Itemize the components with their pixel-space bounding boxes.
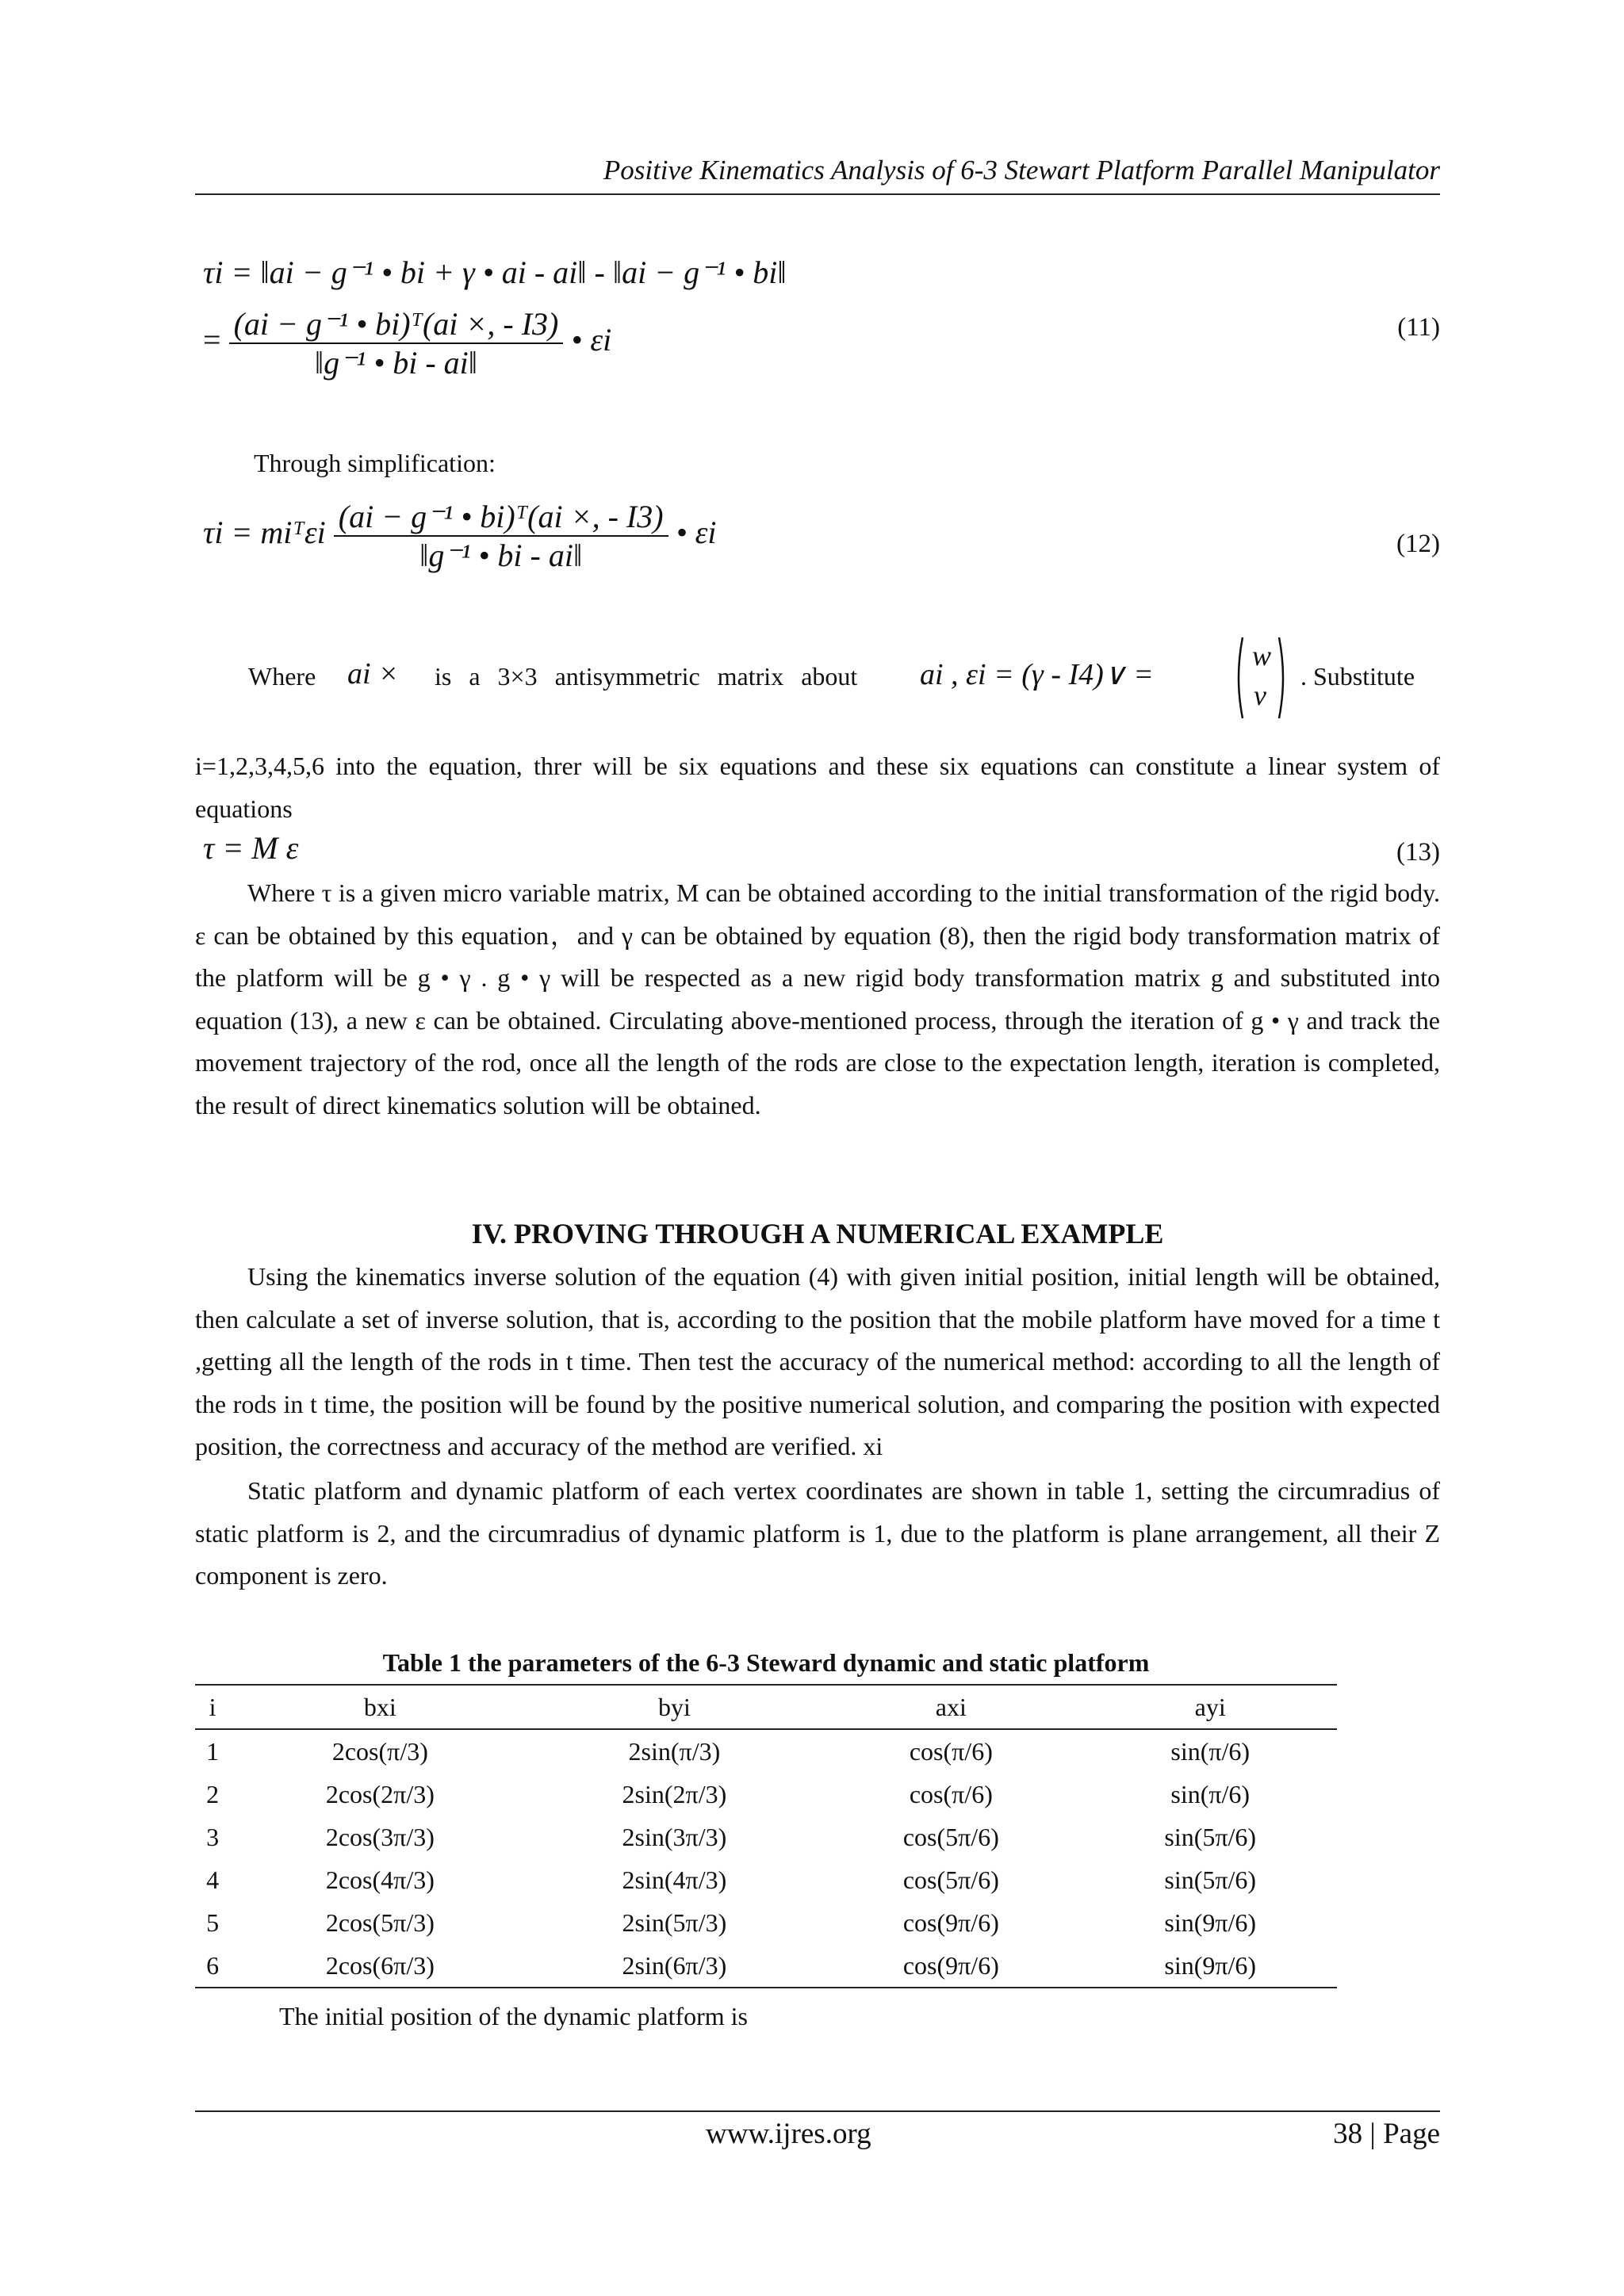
- equation-12-numerator: (ai − g⁻¹ • bi)ᵀ(ai ×, - I3): [338, 499, 664, 534]
- cell-ay: sin(π/6): [1170, 1736, 1251, 1766]
- footer-url: www.ijres.org: [706, 2118, 871, 2150]
- cell-by: 2sin(π/3): [628, 1736, 721, 1766]
- footer-rule: [195, 2110, 1440, 2112]
- header-ay: ayi: [1083, 1685, 1337, 1729]
- header-rule: [195, 193, 1440, 195]
- equation-12-denominator: ‖g⁻¹ • bi - ai‖: [334, 535, 668, 574]
- cell-ax: cos(π/6): [909, 1779, 993, 1808]
- equation-12-fraction: [334, 498, 668, 574]
- cell-by: 2sin(4π/3): [622, 1865, 727, 1894]
- cell-i: 5: [206, 1908, 220, 1937]
- section-heading: IV. PROVING THROUGH A NUMERICAL EXAMPLE: [471, 1218, 1164, 1249]
- table-row: [195, 1773, 1337, 1816]
- parameters-table: [195, 1684, 1337, 1988]
- table-row: [195, 1858, 1337, 1901]
- cell-by: 2sin(2π/3): [622, 1779, 727, 1808]
- table-row: [195, 1729, 1337, 1773]
- cell-i: 6: [195, 1944, 230, 1988]
- cell-ax: cos(5π/6): [902, 1865, 999, 1894]
- where-label: Where: [248, 662, 316, 691]
- paragraph-numerical-example: Using the kinematics inverse solution of the equation (4) with given initial position, initial length will be obtained, then calculate a set of inverse solution, that is, according to the position that the mobile platform have moved for a time t ,getting all the length of the rods in t time. Then test the accuracy of the numerical method: according to all the length of the rods in t time, the position will be found by the positive numerical solution, and comparing the position with expected position, the correctness and accuracy of the method are verified. xi: [195, 1262, 1440, 1460]
- cell-ay: sin(9π/6): [1083, 1944, 1337, 1988]
- header-i: i: [195, 1685, 230, 1729]
- header-bx: bxi: [230, 1685, 530, 1729]
- table-caption: Table 1 the parameters of the 6-3 Steward dynamic and static platform: [382, 1648, 1150, 1677]
- equation-11-number: (11): [1397, 313, 1440, 342]
- table-row: [195, 1944, 1337, 1988]
- paragraph-initial-position: The initial position of the dynamic platform is: [279, 2002, 748, 2030]
- equation-12-lhs: τi = miᵀεi: [203, 515, 326, 551]
- cell-by: 2sin(5π/3): [622, 1908, 727, 1937]
- equation-13: τ = M ε: [203, 830, 299, 866]
- equation-13-number: (13): [1396, 838, 1440, 867]
- header-by: byi: [530, 1685, 819, 1729]
- cell-ax: cos(9π/6): [902, 1908, 999, 1937]
- cell-bx: 2cos(4π/3): [325, 1865, 435, 1894]
- equation-11-numerator: (ai − g⁻¹ • bi)ᵀ(ai ×, - I3): [233, 306, 559, 342]
- simplification-text: Through simplification:: [254, 449, 496, 477]
- equation-12-number: (12): [1396, 530, 1440, 558]
- equation-12: [203, 498, 716, 574]
- cell-i: 3: [206, 1822, 220, 1851]
- paragraph-substitution: i=1,2,3,4,5,6 into the equation, threr will be six equations and these six equations can constitute a linear system of equations: [195, 752, 1440, 823]
- vector-w: w: [1252, 640, 1272, 672]
- cell-ax: cos(5π/6): [902, 1822, 999, 1851]
- cell-bx: 2cos(π/3): [331, 1736, 428, 1766]
- where-description: is a 3×3 antisymmetric matrix about: [435, 662, 858, 691]
- cell-i: 4: [206, 1865, 220, 1894]
- equation-11-tail: • εi: [571, 322, 612, 358]
- where-epsilon-def: ai , εi = (γ - I4)∨ =: [920, 658, 1154, 691]
- cell-bx: 2cos(2π/3): [325, 1779, 435, 1808]
- table-header-row: [195, 1685, 1337, 1729]
- running-header: Positive Kinematics Analysis of 6-3 Stewart Platform Parallel Manipulator: [603, 155, 1440, 186]
- paragraph-iteration: Where τ is a given micro variable matrix, M can be obtained according to the initial transformation of the rigid body. ε can be obtained by this equation，and γ can be obtained by equation (8), then the rigid body transformation matrix of the platform will be g • γ . g • γ will be respected as a new rigid body transformation matrix g and substituted into equation (13), a new ε can be obtained. Circulating above-mentioned process, through the iteration of g • γ and track the movement trajectory of the rod, once all the length of the rods are close to the expectation length, iteration is completed, the result of direct kinematics solution will be obtained.: [195, 878, 1441, 1119]
- cell-i: 2: [206, 1779, 220, 1808]
- cell-by: 2sin(6π/3): [530, 1944, 819, 1988]
- equation-11-line1: τi = ‖ai − g⁻¹ • bi + γ • ai - ai‖ - ‖ai − g⁻¹ • bi‖: [203, 254, 787, 290]
- header-ax: axi: [818, 1685, 1083, 1729]
- cell-ay: sin(5π/6): [1164, 1865, 1257, 1894]
- cell-bx: 2cos(3π/3): [325, 1822, 435, 1851]
- cell-bx: 2cos(5π/3): [325, 1908, 435, 1937]
- cell-ax: cos(π/6): [909, 1736, 993, 1766]
- table-row: [195, 1901, 1337, 1944]
- equation-12-tail: • εi: [676, 515, 717, 551]
- cell-ay: sin(5π/6): [1164, 1822, 1257, 1851]
- cell-ay: sin(9π/6): [1164, 1908, 1257, 1937]
- wv-column-vector: [1233, 634, 1289, 721]
- vector-v: v: [1254, 679, 1266, 711]
- where-substitute: . Substitute: [1300, 662, 1415, 691]
- equation-11-denominator: ‖g⁻¹ • bi - ai‖: [229, 342, 564, 381]
- equation-11-fraction-line: = $\frac{\text{(ai − g⁻¹ • bi)ᵀ(ai ×, - I3)}}{\text{‖g⁻¹ • bi - ai‖}}$ • εi: [203, 306, 612, 381]
- cell-bx: 2cos(6π/3): [230, 1944, 530, 1988]
- where-ai-cross: ai ×: [347, 657, 399, 691]
- cell-by: 2sin(3π/3): [622, 1822, 727, 1851]
- paragraph-vertex-coordinates: Static platform and dynamic platform of each vertex coordinates are shown in table 1, setting the circumradius of static platform is 2, and the circumradius of dynamic platform is 1, due to the platform is plane arrangement, all their Z component is zero.: [195, 1476, 1440, 1590]
- cell-ax: cos(9π/6): [818, 1944, 1083, 1988]
- footer-page-number: 38 | Page: [1333, 2118, 1440, 2150]
- cell-i: 1: [206, 1736, 220, 1766]
- table-row: [195, 1816, 1337, 1858]
- equation-11-fraction: [229, 305, 564, 381]
- cell-ay: sin(π/6): [1170, 1779, 1251, 1808]
